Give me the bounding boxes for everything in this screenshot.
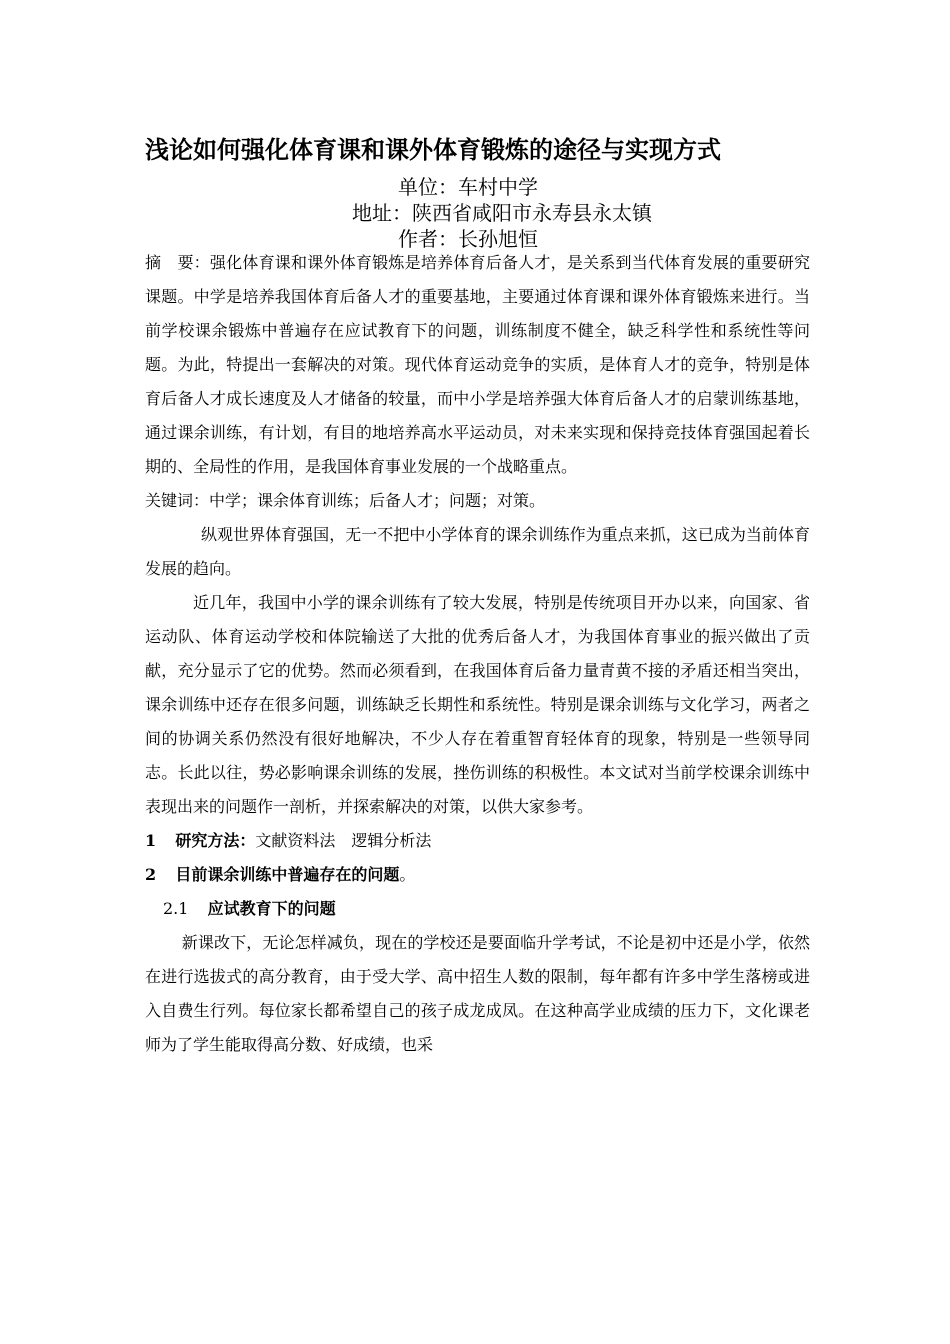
paragraph-exam-pressure: 新课改下，无论怎样减负，现在的学校还是要面临升学考试，不论是初中还是小学，依然在进行选拔式的高分教育，由于受大学、高中招生人数的限制，每年都有许多中学生落榜或进入自费生行列。每位家长都希望自己的孩子成龙成凤。在这种高学业成绩的压力下，文化课老师为了学生能取得高分数、好成绩，也采 — [145, 933, 810, 1054]
section-2-number: 2 — [145, 865, 157, 884]
document-body — [145, 246, 810, 1062]
section-1-number: 1 — [145, 831, 157, 850]
section-2-1-heading — [145, 892, 810, 926]
document-title: 浅论如何强化体育课和课外体育锻炼的途径与实现方式 — [145, 135, 721, 164]
abstract-text: 强化体育课和课外体育锻炼是培养体育后备人才，是关系到当代体育发展的重要研究课题。中学是培养我国体育后备人才的重要基地，主要通过体育课和课外体育锻炼来进行。当前学校课余锻炼中普遍存在应试教育下的问题，训练制度不健全，缺乏科学性和系统性等问题。为此，特提出一套解决的对策。现代体育运动竞争的实质，是体育人才的竞争，特别是体育后备人才成长速度及人才储备的较量，而中小学是培养强大体育后备人才的启蒙训练基地，通过课余训练，有计划，有目的地培养高水平运动员，对未来实现和保持竞技体育强国起着长期的、全局性的作用，是我国体育事业发展的一个战略重点。 — [145, 253, 810, 476]
abstract-label: 摘 要： — [145, 253, 210, 272]
author-line: 作者：长孙旭恒 — [398, 227, 538, 251]
section-1-heading — [145, 824, 810, 858]
section-2-1-title: 应试教育下的问题 — [207, 899, 336, 918]
keywords: 关键词：中学；课余体育训练；后备人才；问题；对策。 — [145, 491, 546, 510]
abstract — [145, 246, 810, 484]
paragraph-background: 近几年，我国中小学的课余训练有了较大发展，特别是传统项目开办以来，向国家、省运动队、体育运动学校和体院输送了大批的优秀后备人才，为我国体育事业的振兴做出了贡献，充分显示了它的优势。然而必须看到，在我国体育后备力量青黄不接的矛盾还相当突出，课余训练中还存在很多问题，训练缺乏长期性和系统性。特别是课余训练与文化学习，两者之间的协调关系仍然没有很好地解决，不少人存在着重智育轻体育的现象，特别是一些领导同志。长此以往，势必影响课余训练的发展，挫伤训练的积极性。本文试对当前学校课余训练中表现出来的问题作一剖析，并探索解决的对策，以供大家参考。 — [145, 593, 810, 816]
unit-line: 单位：车村中学 — [398, 175, 538, 199]
section-1-label: 研究方法： — [175, 831, 256, 850]
section-2-heading — [145, 858, 810, 892]
section-1-text: 文献资料法 逻辑分析法 — [255, 831, 432, 850]
section-2-title: 目前课余训练中普遍存在的问题 — [175, 865, 400, 884]
paragraph-intro: 纵观世界体育强国，无一不把中小学体育的课余训练作为重点来抓，这已成为当前体育发展的趋向。 — [145, 525, 810, 578]
section-2-1-number: 2.1 — [163, 899, 189, 918]
section-2-end: 。 — [399, 865, 416, 884]
address-line: 地址：陕西省咸阳市永寿县永太镇 — [352, 201, 652, 225]
